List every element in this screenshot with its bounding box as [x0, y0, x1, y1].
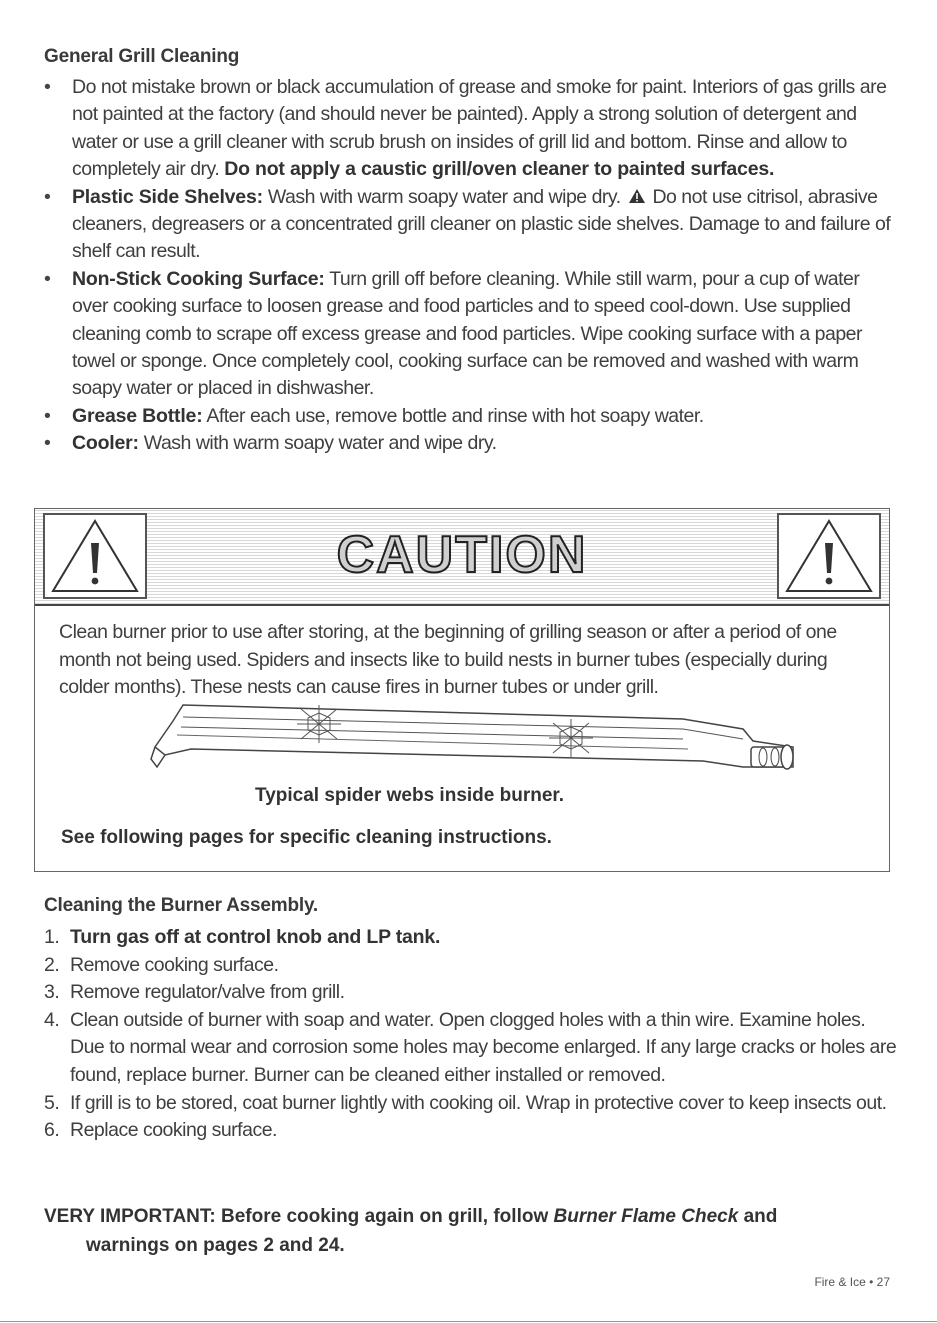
list-item	[44, 266, 894, 403]
list-item	[44, 430, 894, 457]
list-item	[44, 403, 894, 430]
item-text: Wash with warm soapy water and wipe dry.	[262, 185, 626, 208]
step-text: If grill is to be stored, coat burner lightly with cooking oil. Wrap in protective cover to keep insects out.	[70, 1091, 887, 1114]
step-text: Clean outside of burner with soap and water. Open clogged holes with a thin wire. Examine holes. Due to normal wear and corrosion some holes may become enlarged. If any large cracks or holes are found, replace burner. Burner can be cleaned either installed or removed.	[70, 1008, 897, 1086]
step-number: 4.	[44, 1008, 60, 1031]
page-footer: Fire & Ice • 27	[814, 1275, 890, 1289]
burner-tube-illustration	[143, 699, 833, 785]
list-item	[44, 1090, 900, 1118]
burner-cleaning-heading: Cleaning the Burner Assembly.	[44, 895, 318, 916]
item-label: Plastic Side Shelves:	[72, 185, 263, 208]
step-number: 1.	[44, 926, 60, 948]
list-item	[44, 1007, 900, 1090]
burner-steps-list	[44, 924, 900, 1145]
step-text: Remove cooking surface.	[70, 953, 279, 976]
list-item	[44, 74, 894, 184]
item-label: Cooler:	[72, 432, 139, 455]
item-label: Grease Bottle:	[72, 404, 203, 427]
page-edge-rule	[0, 1321, 937, 1322]
step-text: Replace cooking surface.	[70, 1119, 277, 1142]
step-text: Turn gas off at control knob and LP tank.	[70, 926, 441, 948]
caution-box	[34, 508, 890, 872]
burner-flame-check-ref: Burner Flame Check	[553, 1206, 739, 1227]
list-item	[44, 952, 900, 980]
list-item	[44, 1117, 900, 1145]
step-text: Remove regulator/valve from grill.	[70, 981, 345, 1004]
important-text: warnings on pages 2 and 24.	[86, 1235, 345, 1256]
see-following-note: See following pages for specific cleaning instructions.	[61, 827, 552, 848]
item-text: After each use, remove bottle and rinse with hot soapy water.	[202, 404, 704, 427]
step-number: 3.	[44, 981, 60, 1004]
caustic-warning: Do not apply a caustic grill/oven cleaner to painted surfaces.	[224, 158, 775, 181]
step-number: 5.	[44, 1091, 60, 1114]
caution-banner	[35, 509, 889, 606]
warning-triangle-icon	[628, 188, 646, 204]
item-text: Turn grill off before cleaning. While still warm, pour a cup of water over cooking surface to loosen grease and food particles and to speed cool-down. Use supplied cleaning comb to scrape off excess grease and food particles. Wipe cooking surface with a paper towel or sponge. Once completely cool, cooking surface can be removed and washed with warm soapy water or placed in dishwasher.	[72, 267, 863, 400]
very-important-note	[44, 1202, 884, 1260]
list-item	[44, 979, 900, 1007]
item-text: Wash with warm soapy water and wipe dry.	[138, 432, 497, 455]
caution-body: Clean burner prior to use after storing, at the beginning of grilling season or after a period of one month not being used. Spiders and insects like to build nests in burner tubes (especially during colder months). These nests can cause fires in burner tubes or under grill.	[59, 621, 837, 698]
warning-triangle-icon	[777, 513, 881, 599]
spider-web-icon	[297, 705, 341, 743]
important-text: VERY IMPORTANT: Before cooking again on grill, follow	[44, 1206, 554, 1227]
item-label: Non-Stick Cooking Surface:	[72, 267, 325, 290]
step-number: 2.	[44, 953, 60, 976]
important-text: and	[738, 1206, 778, 1227]
item-text: Do not use citrisol, abrasive cleaners, degreasers or a concentrated grill cleaner on plastic side shelves. Damage to and failure of shelf can result.	[72, 185, 891, 263]
item-text: Do not mistake brown or black accumulation of grease and smoke for paint. Interiors of gas grills are not painted at the factory (and should never be painted). Apply a strong solution of detergent and water or use a grill cleaner with scrub brush on insides of grill lid and bottom. Rinse and allow to completely air dry.	[72, 76, 887, 181]
spider-web-icon	[549, 719, 593, 757]
list-item	[44, 924, 900, 952]
general-cleaning-list	[44, 74, 894, 458]
general-cleaning-heading: General Grill Cleaning	[44, 46, 240, 67]
step-number: 6.	[44, 1119, 60, 1142]
list-item	[44, 184, 894, 266]
figure-caption: Typical spider webs inside burner.	[255, 785, 565, 806]
caution-title: CAUTION	[336, 526, 588, 584]
